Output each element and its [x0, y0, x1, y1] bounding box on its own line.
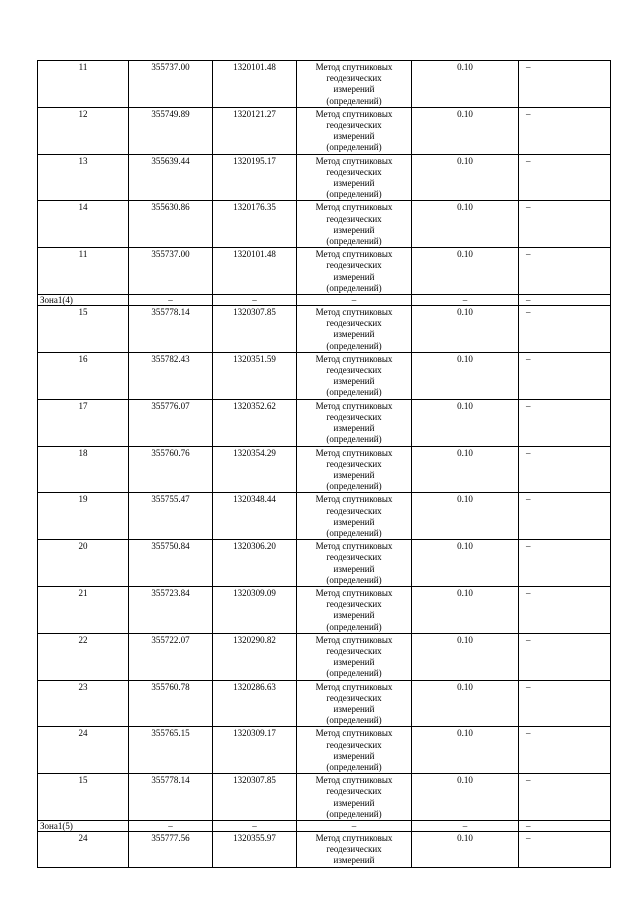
accuracy: 0.10 [412, 540, 519, 587]
accuracy: 0.10 [412, 61, 519, 108]
method-line: Метод спутниковых [315, 62, 393, 72]
accuracy: 0.10 [412, 154, 519, 201]
note: – [519, 540, 611, 587]
method-cell [297, 446, 412, 493]
zone-note-dash: – [519, 821, 611, 832]
method-line: геодезических [326, 365, 382, 376]
note: – [519, 352, 611, 399]
coordinate-x: 355776.07 [129, 399, 213, 446]
method-line: геодезических [326, 599, 382, 610]
point-number: 17 [38, 399, 129, 446]
note: – [519, 107, 611, 154]
coordinate-y: 1320286.63 [213, 680, 297, 727]
zone-row [38, 821, 611, 832]
point-row [38, 446, 611, 493]
coordinate-x: 355760.76 [129, 446, 213, 493]
method-line: геодезических [326, 739, 382, 750]
zone-x-dash: – [129, 295, 213, 306]
note: – [519, 154, 611, 201]
point-number: 24 [38, 727, 129, 774]
coordinate-y: 1320290.82 [213, 633, 297, 680]
method-line: (определений) [326, 236, 382, 247]
accuracy: 0.10 [412, 680, 519, 727]
coordinate-x: 355749.89 [129, 107, 213, 154]
point-number: 20 [38, 540, 129, 587]
method-line: Метод спутниковых [315, 353, 393, 364]
point-row [38, 107, 611, 154]
coordinate-x: 355755.47 [129, 493, 213, 540]
coordinate-y: 1320176.35 [213, 201, 297, 248]
accuracy: 0.10 [412, 248, 519, 295]
method-line: измерений [333, 131, 375, 142]
method-line: (определений) [326, 340, 382, 351]
method-line: Метод спутниковых [315, 447, 393, 458]
zone-accuracy-dash: – [412, 821, 519, 832]
point-number: 16 [38, 352, 129, 399]
coordinate-y: 1320121.27 [213, 107, 297, 154]
coordinate-y: 1320351.59 [213, 352, 297, 399]
note: – [519, 774, 611, 821]
method-line: (определений) [326, 95, 382, 106]
coordinate-y: 1320348.44 [213, 493, 297, 540]
method-line: Метод спутниковых [315, 400, 393, 411]
zone-method-dash: – [297, 295, 412, 306]
zone-y-dash: – [213, 821, 297, 832]
method-cell [297, 727, 412, 774]
method-line: измерений [333, 610, 375, 621]
method-line: Метод спутниковых [315, 307, 393, 318]
coordinate-x: 355777.56 [129, 832, 213, 868]
method-line: (определений) [326, 761, 382, 772]
coordinate-y: 1320309.09 [213, 586, 297, 633]
method-line: (определений) [326, 142, 382, 153]
method-cell [297, 633, 412, 680]
method-line: Метод спутниковых [315, 833, 393, 843]
point-row [38, 201, 611, 248]
accuracy: 0.10 [412, 352, 519, 399]
coordinate-y: 1320306.20 [213, 540, 297, 587]
method-line: (определений) [326, 621, 382, 632]
method-line: геодезических [326, 786, 382, 797]
method-cell [297, 248, 412, 295]
point-number: 18 [38, 446, 129, 493]
point-row [38, 633, 611, 680]
coordinate-x: 355630.86 [129, 201, 213, 248]
method-line: геодезических [326, 318, 382, 329]
method-line: геодезических [326, 213, 382, 224]
point-number: 11 [38, 61, 129, 108]
method-line: измерений [333, 84, 375, 95]
method-line: Метод спутниковых [315, 249, 393, 260]
point-number: 12 [38, 107, 129, 154]
method-cell [297, 832, 412, 868]
zone-method-dash: – [297, 821, 412, 832]
coordinates-table-page [37, 60, 610, 868]
note: – [519, 399, 611, 446]
accuracy: 0.10 [412, 774, 519, 821]
note: – [519, 727, 611, 774]
coordinate-y: 1320355.97 [213, 832, 297, 868]
note: – [519, 446, 611, 493]
method-line: (определений) [326, 434, 382, 445]
method-cell [297, 493, 412, 540]
note: – [519, 201, 611, 248]
point-number: 11 [38, 248, 129, 295]
method-line: геодезических [326, 692, 382, 703]
point-number: 21 [38, 586, 129, 633]
point-number: 19 [38, 493, 129, 540]
method-line: Метод спутниковых [315, 775, 393, 786]
note: – [519, 586, 611, 633]
method-line: измерений [333, 703, 375, 714]
method-line: Метод спутниковых [315, 728, 393, 739]
coordinate-x: 355765.15 [129, 727, 213, 774]
method-line: геодезических [326, 73, 382, 84]
method-line: Метод спутниковых [315, 681, 393, 692]
method-line: (определений) [326, 387, 382, 398]
method-line: измерений [333, 516, 375, 527]
method-line: (определений) [326, 282, 382, 293]
coordinate-x: 355722.07 [129, 633, 213, 680]
method-cell [297, 774, 412, 821]
note: – [519, 680, 611, 727]
coordinate-x: 355723.84 [129, 586, 213, 633]
method-line: геодезических [326, 411, 382, 422]
point-number: 15 [38, 306, 129, 353]
point-row [38, 727, 611, 774]
method-line: Метод спутниковых [315, 108, 393, 119]
method-line: (определений) [326, 715, 382, 726]
note: – [519, 306, 611, 353]
coordinate-y: 1320195.17 [213, 154, 297, 201]
accuracy: 0.10 [412, 446, 519, 493]
method-line: измерений [333, 657, 375, 668]
coordinate-x: 355737.00 [129, 61, 213, 108]
point-row [38, 399, 611, 446]
method-cell [297, 306, 412, 353]
method-cell [297, 680, 412, 727]
coordinate-y: 1320352.62 [213, 399, 297, 446]
method-cell [297, 352, 412, 399]
method-line: геодезических [326, 552, 382, 563]
method-cell [297, 399, 412, 446]
method-cell [297, 154, 412, 201]
point-number: 23 [38, 680, 129, 727]
method-line: Метод спутниковых [315, 494, 393, 505]
coordinate-y: 1320101.48 [213, 61, 297, 108]
method-line: (определений) [326, 668, 382, 679]
point-row [38, 493, 611, 540]
method-line: (определений) [326, 808, 382, 819]
note: – [519, 832, 611, 868]
point-number: 13 [38, 154, 129, 201]
method-cell [297, 61, 412, 108]
coordinate-x: 355778.14 [129, 774, 213, 821]
accuracy: 0.10 [412, 107, 519, 154]
method-line: геодезических [326, 645, 382, 656]
accuracy: 0.10 [412, 201, 519, 248]
point-number: 15 [38, 774, 129, 821]
point-number: 24 [38, 832, 129, 868]
method-line: геодезических [326, 505, 382, 516]
coordinate-y: 1320309.17 [213, 727, 297, 774]
zone-x-dash: – [129, 821, 213, 832]
zone-accuracy-dash: – [412, 295, 519, 306]
note: – [519, 493, 611, 540]
coordinate-x: 355639.44 [129, 154, 213, 201]
method-line: Метод спутниковых [315, 587, 393, 598]
method-line: геодезических [326, 166, 382, 177]
method-line: (определений) [326, 189, 382, 200]
method-line: измерений [333, 376, 375, 387]
method-line: геодезических [326, 458, 382, 469]
coordinate-y: 1320101.48 [213, 248, 297, 295]
coordinates-table-body [38, 61, 611, 868]
method-line: измерений [333, 563, 375, 574]
method-line: измерений [333, 178, 375, 189]
method-line: (определений) [326, 527, 382, 538]
note: – [519, 61, 611, 108]
point-row [38, 61, 611, 108]
accuracy: 0.10 [412, 633, 519, 680]
zone-note-dash: – [519, 295, 611, 306]
method-cell [297, 540, 412, 587]
method-cell [297, 586, 412, 633]
method-line: Метод спутниковых [315, 202, 393, 213]
zone-label: Зона1(4) [38, 295, 129, 306]
method-line: измерений [333, 750, 375, 761]
method-line: измерений [333, 423, 375, 434]
point-number: 14 [38, 201, 129, 248]
method-line: (определений) [326, 574, 382, 585]
point-number: 22 [38, 633, 129, 680]
method-line: измерений [333, 469, 375, 480]
note: – [519, 248, 611, 295]
method-line: геодезических [326, 120, 382, 131]
method-line: (определений) [326, 481, 382, 492]
method-line: измерений [333, 224, 375, 235]
point-row [38, 540, 611, 587]
zone-label: Зона1(5) [38, 821, 129, 832]
point-row [38, 306, 611, 353]
point-row [38, 774, 611, 821]
point-row [38, 248, 611, 295]
method-line: Метод спутниковых [315, 155, 393, 166]
method-line: измерений [333, 797, 375, 808]
coordinate-y: 1320354.29 [213, 446, 297, 493]
point-row [38, 832, 611, 868]
method-line: геодезических [326, 260, 382, 271]
coordinate-x: 355737.00 [129, 248, 213, 295]
point-row [38, 154, 611, 201]
accuracy: 0.10 [412, 399, 519, 446]
method-line: измерений [333, 329, 375, 340]
method-line: геодезических [326, 844, 382, 855]
accuracy: 0.10 [412, 493, 519, 540]
coordinate-x: 355750.84 [129, 540, 213, 587]
point-row [38, 586, 611, 633]
accuracy: 0.10 [412, 727, 519, 774]
coordinate-y: 1320307.85 [213, 774, 297, 821]
coordinate-y: 1320307.85 [213, 306, 297, 353]
coordinate-x: 355760.78 [129, 680, 213, 727]
method-line: измерений [333, 271, 375, 282]
zone-y-dash: – [213, 295, 297, 306]
method-line: Метод спутниковых [315, 634, 393, 645]
method-cell [297, 201, 412, 248]
accuracy: 0.10 [412, 832, 519, 868]
point-row [38, 680, 611, 727]
accuracy: 0.10 [412, 306, 519, 353]
point-row [38, 352, 611, 399]
coordinate-x: 355782.43 [129, 352, 213, 399]
note: – [519, 633, 611, 680]
zone-row [38, 295, 611, 306]
method-line: Метод спутниковых [315, 541, 393, 552]
method-cell [297, 107, 412, 154]
coordinate-x: 355778.14 [129, 306, 213, 353]
accuracy: 0.10 [412, 586, 519, 633]
coordinates-table [37, 60, 611, 868]
method-line: измерений [333, 855, 375, 866]
